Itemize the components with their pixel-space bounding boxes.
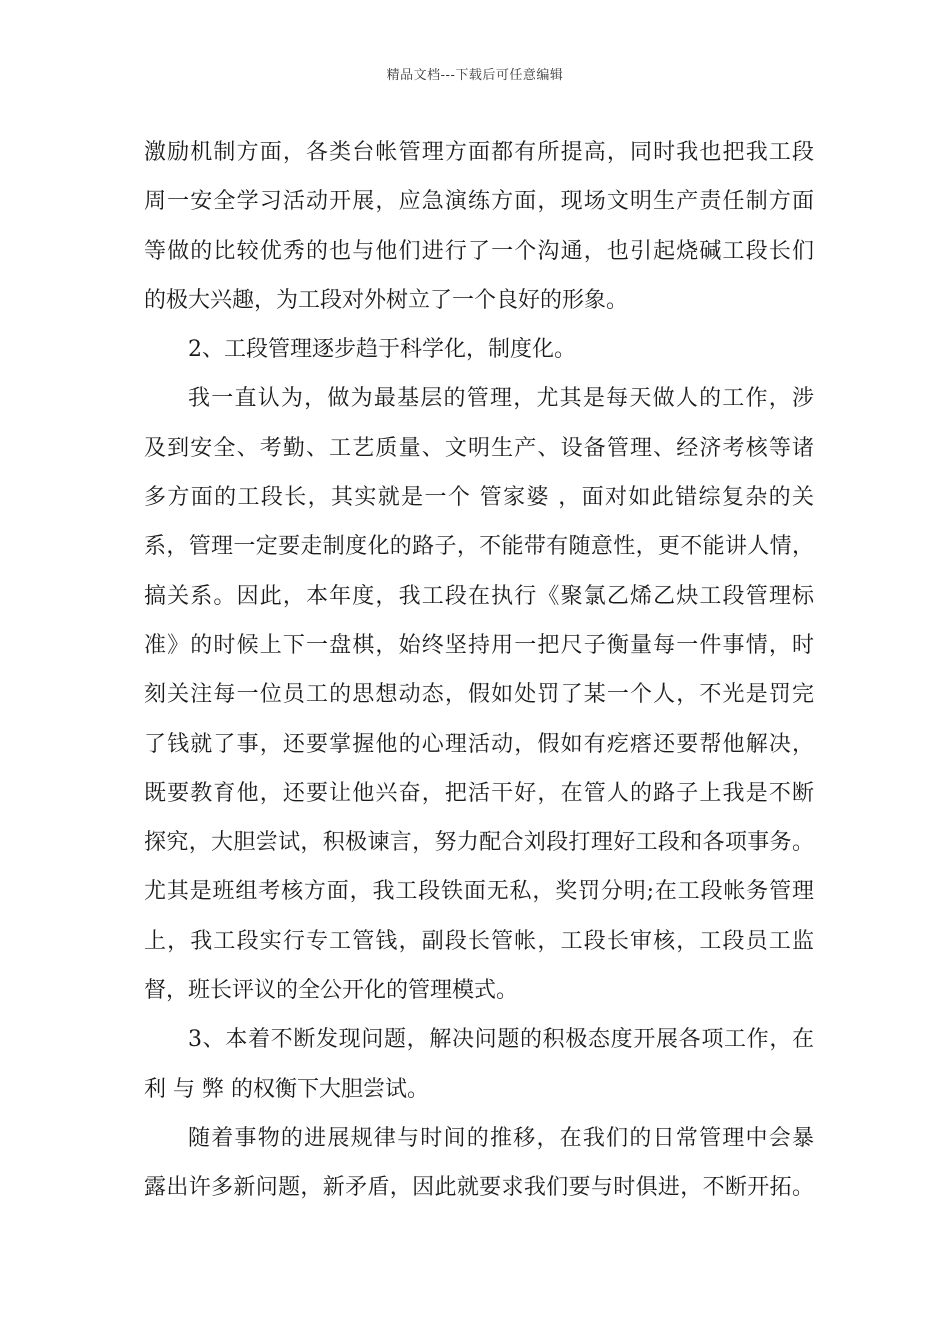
text-line: 我一直认为，做为最基层的管理，尤其是每天做人的工作，涉: [188, 386, 814, 412]
text-line: 探究，大胆尝试，积极谏言，努力配合刘段打理好工段和各项事务。: [144, 830, 814, 856]
text-line: 准》的时候上下一盘棋，始终坚持用一把尺子衡量每一件事情，时: [144, 632, 814, 658]
text-line: 2、工段管理逐步趋于科学化，制度化。: [188, 337, 576, 363]
text-line: 的极大兴趣，为工段对外树立了一个良好的形象。: [144, 287, 629, 313]
text-line: 露出许多新问题，新矛盾，因此就要求我们要与时俱进，不断开拓。: [144, 1175, 814, 1201]
text-line: 了钱就了事，还要掌握他的心理活动，假如有疙瘩还要帮他解决，: [144, 731, 814, 757]
text-line: 既要教育他，还要让他兴奋，把活干好，在管人的路子上我是不断: [144, 780, 814, 806]
text-line: 系，管理一定要走制度化的路子，不能带有随意性，更不能讲人情，: [144, 534, 814, 560]
text-line: 上，我工段实行专工管钱，副段长管帐，工段长审核，工段员工监: [144, 928, 814, 954]
text-line: 搞关系。因此，本年度，我工段在执行《聚氯乙烯乙炔工段管理标: [144, 583, 814, 609]
document-body: [144, 128, 814, 1213]
text-line: 督，班长评议的全公开化的管理模式。: [144, 978, 519, 1004]
text-line: 周一安全学习活动开展，应急演练方面，现场文明生产责任制方面: [144, 189, 814, 215]
text-line: 随着事物的进展规律与时间的推移，在我们的日常管理中会暴: [188, 1125, 814, 1151]
text-line: 3、本着不断发现问题，解决问题的积极态度开展各项工作，在: [188, 1027, 814, 1053]
text-line: 尤其是班组考核方面，我工段铁面无私，奖罚分明;在工段帐务管理: [144, 879, 814, 905]
text-line: 利 与 弊 的权衡下大胆尝试。: [144, 1076, 429, 1102]
text-line: 等做的比较优秀的也与他们进行了一个沟通，也引起烧碱工段长们: [144, 238, 814, 264]
text-line: 刻关注每一位员工的思想动态，假如处罚了某一个人，不光是罚完: [144, 682, 814, 708]
page-header: 精品文档---下载后可任意编辑: [386, 68, 564, 83]
text-line: 激励机制方面，各类台帐管理方面都有所提高，同时我也把我工段: [144, 140, 814, 165]
text-line: 及到安全、考勤、工艺质量、文明生产、设备管理、经济考核等诸: [144, 435, 814, 461]
text-line: 多方面的工段长，其实就是一个 管家婆 ，面对如此错综复杂的关: [144, 485, 814, 511]
